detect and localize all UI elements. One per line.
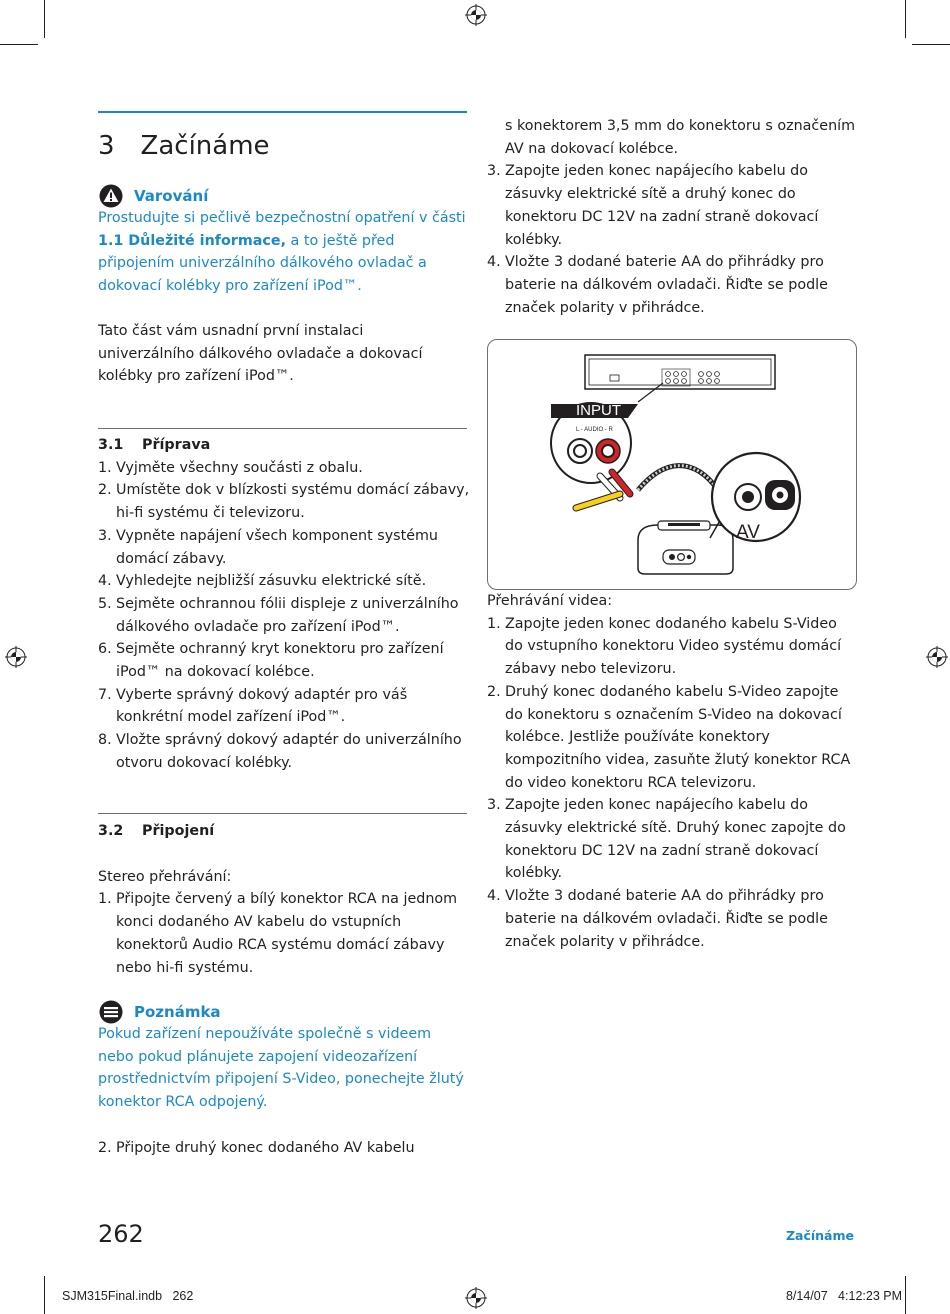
list-item — [98, 729, 470, 774]
section-heading — [98, 820, 470, 843]
warning-callout — [98, 184, 470, 298]
intro-paragraph: Tato část vám usnadní první instalaci univerzálního dálkového ovladače a dokovací kolébky pro zařízení iPod™. — [98, 323, 423, 385]
list-text: Vypněte napájení všech komponent systému domácí zábavy. — [116, 527, 438, 567]
list-item — [487, 251, 859, 319]
connection-diagram — [488, 340, 856, 589]
chapter-rule — [98, 111, 467, 113]
warning-label: Varování — [134, 187, 209, 205]
list-text: Vložte správný dokový adaptér do univerzálního otvoru dokovací kolébky. — [116, 732, 462, 771]
list-number: 4. — [487, 254, 501, 271]
warning-icon — [98, 184, 124, 208]
section-title: Připojení — [142, 823, 215, 839]
crop-mark — [905, 0, 906, 38]
list-number: 3. — [487, 797, 501, 814]
warning-text — [98, 207, 470, 298]
stereo-step-2 — [98, 1137, 470, 1160]
list-number: 6. — [98, 641, 112, 658]
warning-text-after: a to ještě před připojením univerzálního dálkového ovladač a dokovací kolébky pro zařízení iPod™. — [98, 232, 427, 295]
audio-label: L - AUDIO - R — [576, 427, 613, 433]
section-connect — [98, 820, 470, 979]
section-number: 3.1 — [98, 437, 124, 453]
list-number: 2. — [487, 683, 501, 700]
video-label: Přehrávání videa: — [487, 593, 613, 609]
chapter-number: 3 — [98, 131, 115, 161]
list-text: Zapojte jeden konec napájecího kabelu do zásuvky elektrické sítě. Druhý konec zapojte do konektoru DC 12V na zadní straně dokovací kolébky. — [505, 797, 846, 882]
list-number: 1. — [98, 891, 112, 908]
list-text: Připojte červený a bílý konektor RCA na jednom konci dodaného AV kabelu do vstupních konektorů Audio RCA systému domácí zábavy nebo hi-fi systému. — [116, 891, 458, 976]
print-slug-date: 8/14/07 4:12:23 PM — [785, 1289, 902, 1303]
list-number: 2. — [98, 482, 112, 499]
list-item — [98, 525, 470, 570]
warning-text-before: Prostudujte si pečlivě bezpečnostní opatření v části — [98, 210, 466, 226]
section-prep — [98, 434, 470, 775]
note-label: Poznámka — [134, 1003, 221, 1021]
stereo-steps — [98, 888, 470, 979]
crop-mark — [44, 1276, 45, 1314]
list-text: Vložte 3 dodané baterie AA do přihrádky pro baterie na dálkovém ovladači. Řiďte se podle značek polarity v přihrádce. — [505, 888, 828, 950]
connection-figure — [487, 339, 857, 590]
video-block — [487, 590, 859, 953]
list-text: Sejměte ochranný kryt konektoru pro zařízení iPod™ na dokovací kolébce. — [116, 641, 444, 681]
note-callout — [98, 1000, 470, 1114]
list-text: Umístěte dok v blízkosti systému domácí zábavy, hi-fi systému či televizoru. — [116, 482, 470, 522]
right-top-block — [487, 115, 859, 319]
list-item — [98, 570, 470, 593]
video-steps — [487, 613, 859, 954]
list-item — [487, 613, 859, 681]
crop-mark — [905, 1276, 906, 1314]
list-text: Druhý konec dodaného kabelu S-Video zapojte do konektoru s označením S-Video na dokovací kolébce. Jestliže používáte konektory kompozitního videa, zasuňte žlutý konektor RCA do video konektoru RCA televizoru. — [505, 683, 851, 791]
section-number: 3.2 — [98, 823, 124, 839]
section-heading — [98, 434, 470, 457]
list-text: Vyjměte všechny součásti z obalu. — [116, 459, 363, 476]
av-label: AV — [736, 522, 760, 543]
list-text: Sejměte ochrannou fólii displeje z univerzálního dálkového ovladače pro zařízení iPod™. — [116, 595, 459, 635]
chapter-heading — [98, 131, 270, 161]
list-text: Vyhledejte nejbližší zásuvku elektrické sítě. — [116, 573, 427, 590]
section-rule — [98, 428, 467, 429]
input-zoom-callout — [551, 402, 638, 483]
list-text: Připojte druhý konec dodaného AV kabelu — [116, 1140, 415, 1156]
continuation-text: s konektorem 3,5 mm do konektoru s označením AV na dokovací kolébce. — [505, 118, 856, 157]
list-item — [98, 593, 470, 638]
registration-mark-icon — [926, 646, 948, 668]
list-text: Zapojte jeden konec dodaného kabelu S-Video do vstupního konektoru Video systému domácí zábavy nebo televizoru. — [505, 615, 842, 678]
list-number: 7. — [98, 686, 112, 703]
list-item — [487, 681, 859, 795]
list-text: Zapojte jeden konec napájecího kabelu do zásuvky elektrické sítě a druhý konec do konektoru DC 12V na zadní straně dokovací kolébky. — [505, 163, 819, 248]
page-number: 262 — [98, 1220, 144, 1248]
list-item — [98, 457, 470, 480]
stereo-label: Stereo přehrávání: — [98, 868, 232, 885]
list-item — [98, 638, 470, 683]
registration-mark-icon — [465, 1287, 487, 1309]
note-icon — [98, 1000, 124, 1024]
list-item — [98, 479, 470, 524]
section-rule — [98, 813, 467, 814]
list-number: 3. — [98, 527, 112, 544]
print-slug-file: SJM315Final.indb 262 — [62, 1289, 194, 1303]
list-number: 4. — [487, 888, 501, 905]
list-number: 4. — [98, 573, 112, 590]
warning-reference[interactable]: 1.1 Důležité informace, — [98, 232, 286, 249]
list-number: 3. — [487, 163, 501, 180]
list-item — [98, 1137, 470, 1160]
prep-steps — [98, 457, 470, 775]
running-footer: Začínáme — [785, 1228, 854, 1243]
list-item — [487, 885, 859, 953]
list-text: Vyberte správný dokový adaptér pro váš konkrétní model zařízení iPod™. — [116, 686, 408, 726]
list-text: Vložte 3 dodané baterie AA do přihrádky pro baterie na dálkovém ovladači. Řiďte se podle značek polarity v přihrádce. — [505, 254, 828, 316]
stereo-steps-continued — [487, 160, 859, 319]
list-number: 5. — [98, 595, 112, 612]
section-title: Příprava — [142, 437, 211, 453]
crop-mark — [0, 44, 38, 45]
list-number: 2. — [98, 1140, 112, 1156]
input-label: INPUT — [576, 402, 621, 419]
list-item — [98, 684, 470, 729]
registration-mark-icon — [465, 4, 487, 26]
list-item — [487, 160, 859, 251]
registration-mark-icon — [5, 646, 27, 668]
list-number: 1. — [487, 615, 501, 632]
list-number: 8. — [98, 732, 112, 749]
list-item — [487, 794, 859, 885]
receiver-illustration — [585, 355, 775, 402]
dock-illustration — [638, 521, 733, 574]
crop-mark — [44, 0, 45, 38]
list-item — [98, 888, 470, 979]
note-text: Pokud zařízení nepoužíváte společně s videem nebo pokud plánujete zapojení videozařízení prostřednictvím připojení S-Video, ponechejte žlutý konektor RCA odpojený. — [98, 1026, 464, 1111]
chapter-title: Začínáme — [140, 131, 270, 161]
list-number: 1. — [98, 459, 112, 476]
crop-mark — [912, 44, 950, 45]
